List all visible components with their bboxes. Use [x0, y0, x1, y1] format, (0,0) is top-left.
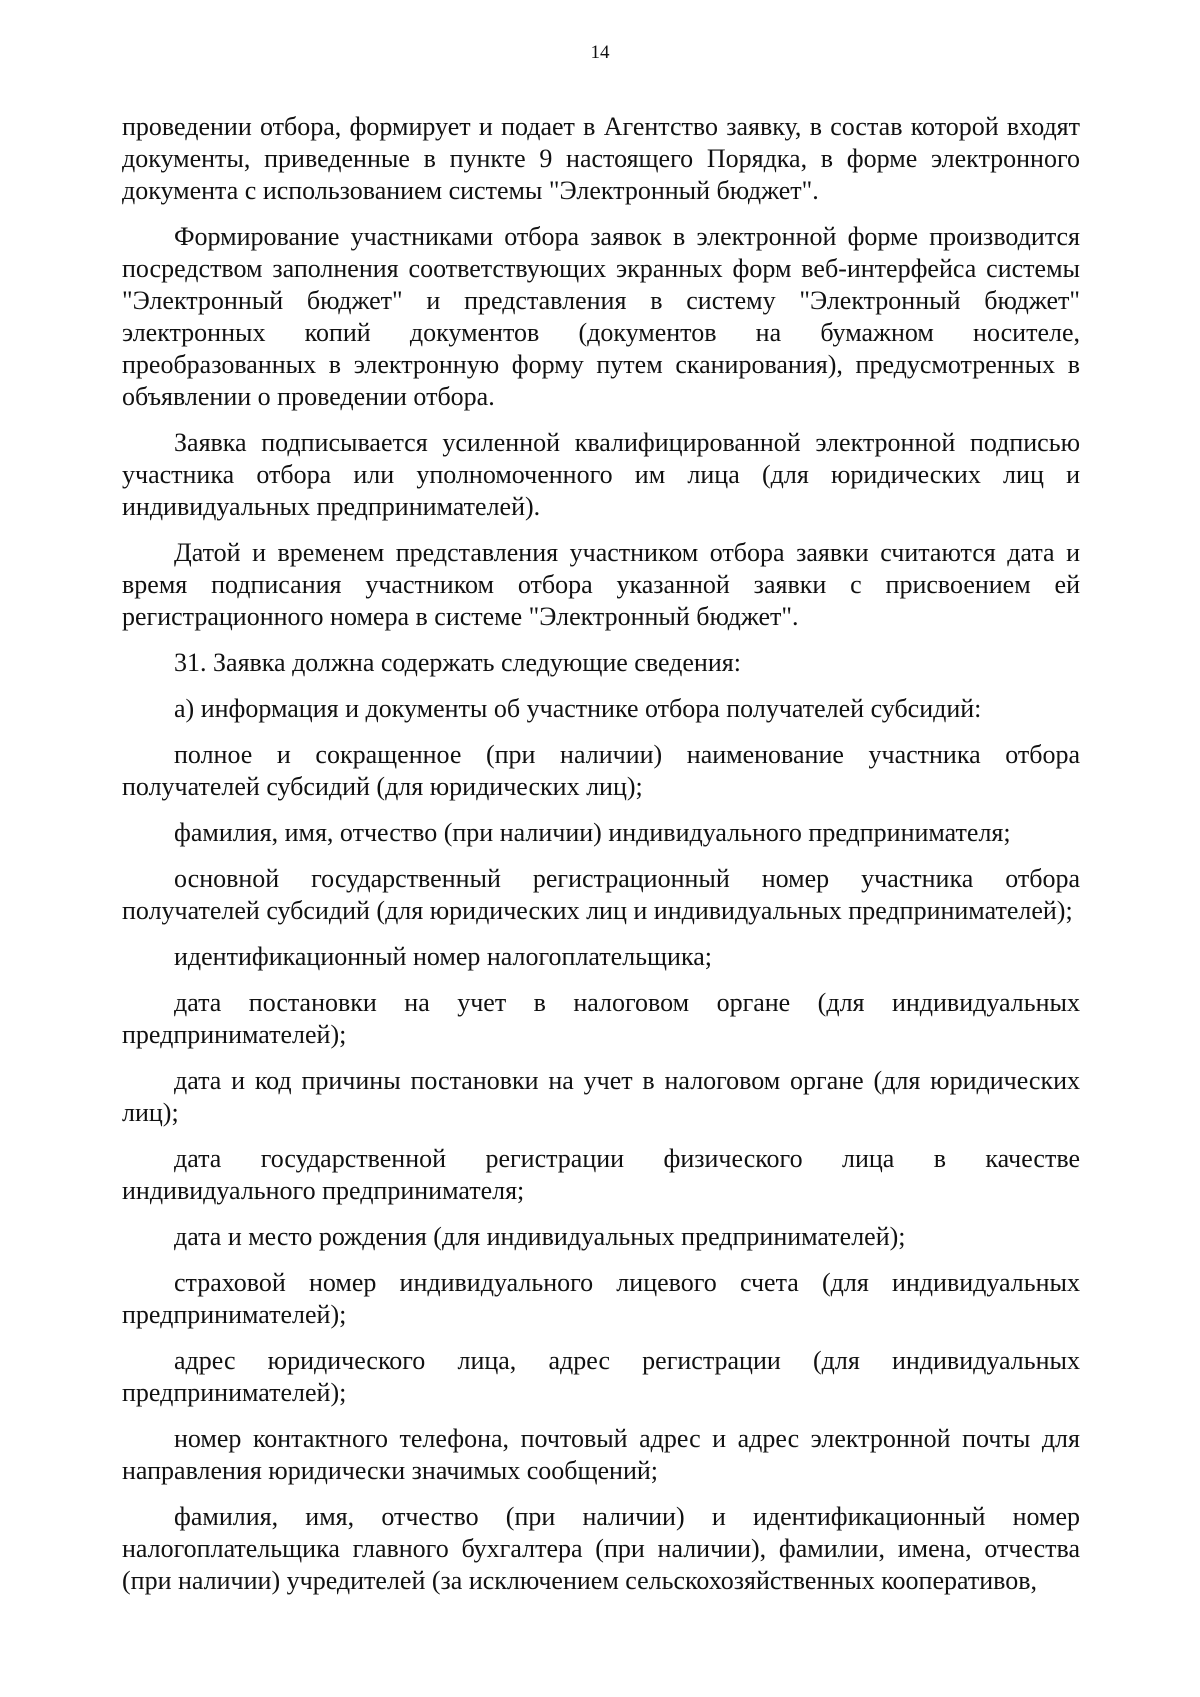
list-item: полное и сокращенное (при наличии) наименование участника отбора получателей субсидий (для юридических лиц); [122, 740, 1080, 801]
page-number: 14 [590, 42, 610, 63]
list-item: идентификационный номер налогоплательщика; [174, 942, 712, 971]
list-item: номер контактного телефона, почтовый адрес и адрес электронной почты для направления юридически значимых сообщений; [122, 1424, 1080, 1485]
paragraph-continuation: проведении отбора, формирует и подает в Агентство заявку, в состав которой входят документы, приведенные в пункте 9 настоящего Порядка, в форме электронного документа с использованием системы "Электронный бюджет". [122, 112, 1080, 205]
paragraph-signature: Заявка подписывается усиленной квалифицированной электронной подписью участника отбора или уполномоченного им лица (для юридических лиц и индивидуальных предпринимателей). [122, 428, 1080, 521]
clause-31-heading: 31. Заявка должна содержать следующие сведения: [174, 648, 741, 677]
subclause-a-heading: а) информация и документы об участнике отбора получателей субсидий: [174, 694, 982, 723]
list-item: дата государственной регистрации физического лица в качестве индивидуального предпринимателя; [122, 1144, 1080, 1205]
list-item: фамилия, имя, отчество (при наличии) и идентификационный номер налогоплательщика главного бухгалтера (при наличии), фамилии, имена, отчества (при наличии) учредителей (за исключением сельскохозяйственных кооперативов, [122, 1502, 1080, 1595]
list-item: дата и место рождения (для индивидуальных предпринимателей); [174, 1222, 906, 1251]
paragraph-electronic-form: Формирование участниками отбора заявок в электронной форме производится посредством заполнения соответствующих экранных форм веб-интерфейса системы "Электронный бюджет" и представления в систему "Электронный бюджет" электронных копий документов (документов на бумажном носителе, преобразованных в электронную форму путем сканирования), предусмотренных в объявлении о проведении отбора. [122, 222, 1080, 411]
list-item: дата постановки на учет в налоговом органе (для индивидуальных предпринимателей); [122, 988, 1080, 1049]
list-item: дата и код причины постановки на учет в налоговом органе (для юридических лиц); [122, 1066, 1080, 1127]
list-item: основной государственный регистрационный номер участника отбора получателей субсидий (для юридических лиц и индивидуальных предпринимателей); [122, 864, 1080, 925]
list-item: адрес юридического лица, адрес регистрации (для индивидуальных предпринимателей); [122, 1346, 1080, 1407]
list-item: страховой номер индивидуального лицевого счета (для индивидуальных предпринимателей); [122, 1268, 1080, 1329]
document-body [122, 111, 1080, 1611]
paragraph-submission-date: Датой и временем представления участником отбора заявки считаются дата и время подписания участником отбора указанной заявки с присвоением ей регистрационного номера в системе "Электронный бюджет". [122, 538, 1080, 631]
list-item: фамилия, имя, отчество (при наличии) индивидуального предпринимателя; [174, 818, 1011, 847]
